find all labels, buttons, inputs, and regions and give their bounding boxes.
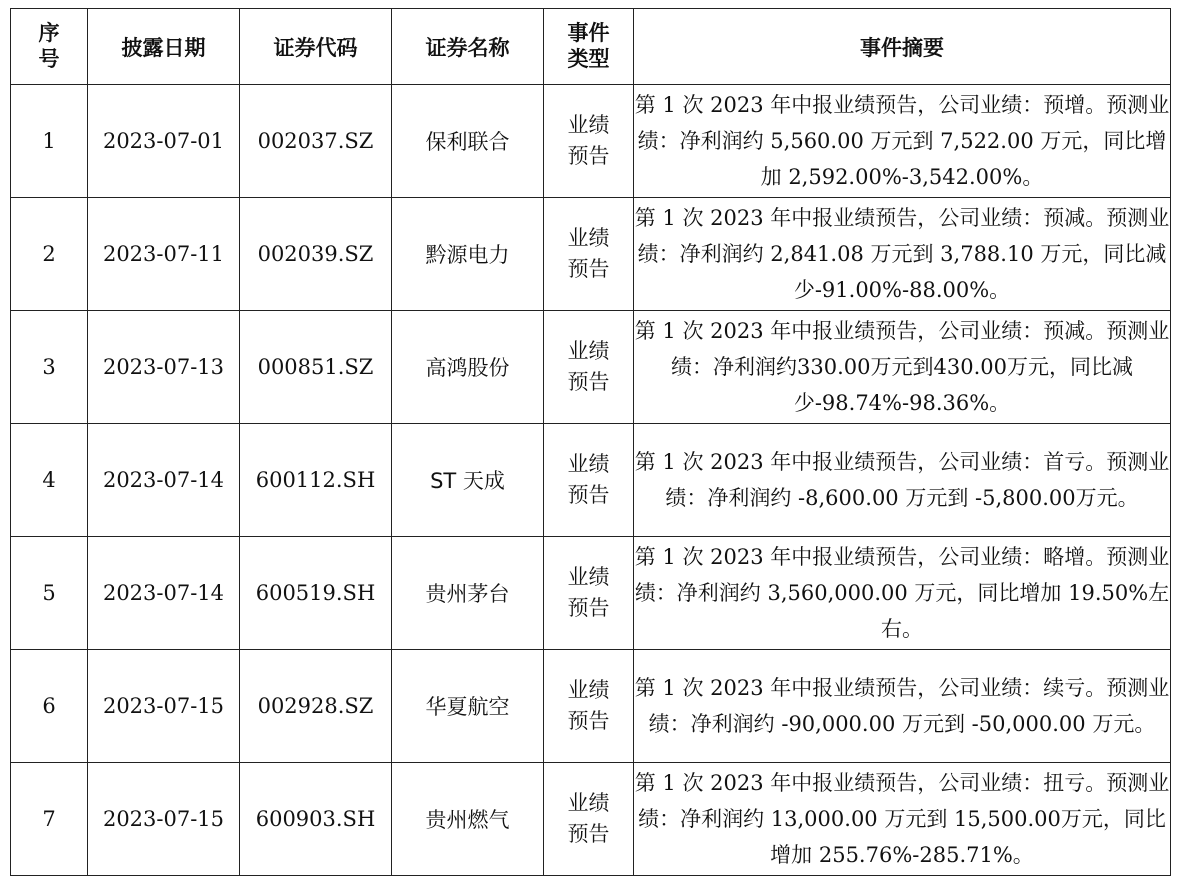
cell-code: 002039.SZ xyxy=(240,198,392,311)
cell-name: 保利联合 xyxy=(392,85,544,198)
cell-type xyxy=(544,424,634,537)
cell-type xyxy=(544,311,634,424)
cell-summary: 第 1 次 2023 年中报业绩预告，公司业绩：首亏。预测业绩：净利润约 -8,600.00 万元到 -5,800.00万元。 xyxy=(634,424,1171,537)
table-row xyxy=(11,198,1171,311)
cell-summary: 第 1 次 2023 年中报业绩预告，公司业绩：预减。预测业绩：净利润约330.00万元到430.00万元，同比减少-98.74%-98.36%。 xyxy=(634,311,1171,424)
cell-name: 黔源电力 xyxy=(392,198,544,311)
cell-name: ST 天成 xyxy=(392,424,544,537)
header-row xyxy=(11,9,1171,85)
table-row xyxy=(11,763,1171,876)
cell-summary: 第 1 次 2023 年中报业绩预告，公司业绩：预增。预测业绩：净利润约 5,560.00 万元到 7,522.00 万元，同比增加 2,592.00%-3,542.00%。 xyxy=(634,85,1171,198)
cell-type-label: 业绩预告 xyxy=(567,112,610,168)
cell-type xyxy=(544,650,634,763)
cell-name: 贵州燃气 xyxy=(392,763,544,876)
cell-date: 2023-07-15 xyxy=(88,650,240,763)
cell-code: 002928.SZ xyxy=(240,650,392,763)
cell-date: 2023-07-11 xyxy=(88,198,240,311)
cell-type-label: 业绩预告 xyxy=(567,451,610,507)
cell-date: 2023-07-14 xyxy=(88,424,240,537)
header-security-name: 证券名称 xyxy=(392,9,544,85)
cell-date: 2023-07-01 xyxy=(88,85,240,198)
cell-summary: 第 1 次 2023 年中报业绩预告，公司业绩：续亏。预测业绩：净利润约 -90,000.00 万元到 -50,000.00 万元。 xyxy=(634,650,1171,763)
cell-type xyxy=(544,537,634,650)
cell-name: 贵州茅台 xyxy=(392,537,544,650)
cell-date: 2023-07-13 xyxy=(88,311,240,424)
cell-type xyxy=(544,85,634,198)
table-row xyxy=(11,650,1171,763)
cell-type xyxy=(544,198,634,311)
cell-code: 600112.SH xyxy=(240,424,392,537)
table-row xyxy=(11,85,1171,198)
cell-type xyxy=(544,763,634,876)
cell-type-label: 业绩预告 xyxy=(567,790,610,846)
cell-name: 高鸿股份 xyxy=(392,311,544,424)
table-header xyxy=(11,9,1171,85)
header-index xyxy=(11,9,88,85)
cell-date: 2023-07-15 xyxy=(88,763,240,876)
cell-code: 002037.SZ xyxy=(240,85,392,198)
header-event-type-label: 事件类型 xyxy=(567,21,610,71)
cell-type-label: 业绩预告 xyxy=(567,225,610,281)
header-disclosure-date: 披露日期 xyxy=(88,9,240,85)
cell-index: 6 xyxy=(11,650,88,763)
cell-index: 2 xyxy=(11,198,88,311)
cell-index: 4 xyxy=(11,424,88,537)
cell-index: 1 xyxy=(11,85,88,198)
cell-summary: 第 1 次 2023 年中报业绩预告，公司业绩：略增。预测业绩：净利润约 3,560,000.00 万元，同比增加 19.50%左右。 xyxy=(634,537,1171,650)
cell-type-label: 业绩预告 xyxy=(567,338,610,394)
cell-code: 600519.SH xyxy=(240,537,392,650)
cell-summary: 第 1 次 2023 年中报业绩预告，公司业绩：扭亏。预测业绩：净利润约 13,000.00 万元到 15,500.00万元，同比增加 255.76%-285.71%。 xyxy=(634,763,1171,876)
cell-type-label: 业绩预告 xyxy=(567,677,610,733)
event-table xyxy=(10,8,1171,876)
cell-date: 2023-07-14 xyxy=(88,537,240,650)
table-row xyxy=(11,537,1171,650)
header-event-type xyxy=(544,9,634,85)
cell-code: 600903.SH xyxy=(240,763,392,876)
header-index-label: 序号 xyxy=(38,21,60,71)
header-event-summary: 事件摘要 xyxy=(634,9,1171,85)
cell-type-label: 业绩预告 xyxy=(567,564,610,620)
cell-index: 3 xyxy=(11,311,88,424)
cell-code: 000851.SZ xyxy=(240,311,392,424)
header-security-code: 证券代码 xyxy=(240,9,392,85)
table-body xyxy=(11,85,1171,876)
table-row xyxy=(11,311,1171,424)
cell-index: 5 xyxy=(11,537,88,650)
cell-name: 华夏航空 xyxy=(392,650,544,763)
table-row xyxy=(11,424,1171,537)
cell-index: 7 xyxy=(11,763,88,876)
cell-summary: 第 1 次 2023 年中报业绩预告，公司业绩：预减。预测业绩：净利润约 2,841.08 万元到 3,788.10 万元，同比减少-91.00%-88.00%。 xyxy=(634,198,1171,311)
